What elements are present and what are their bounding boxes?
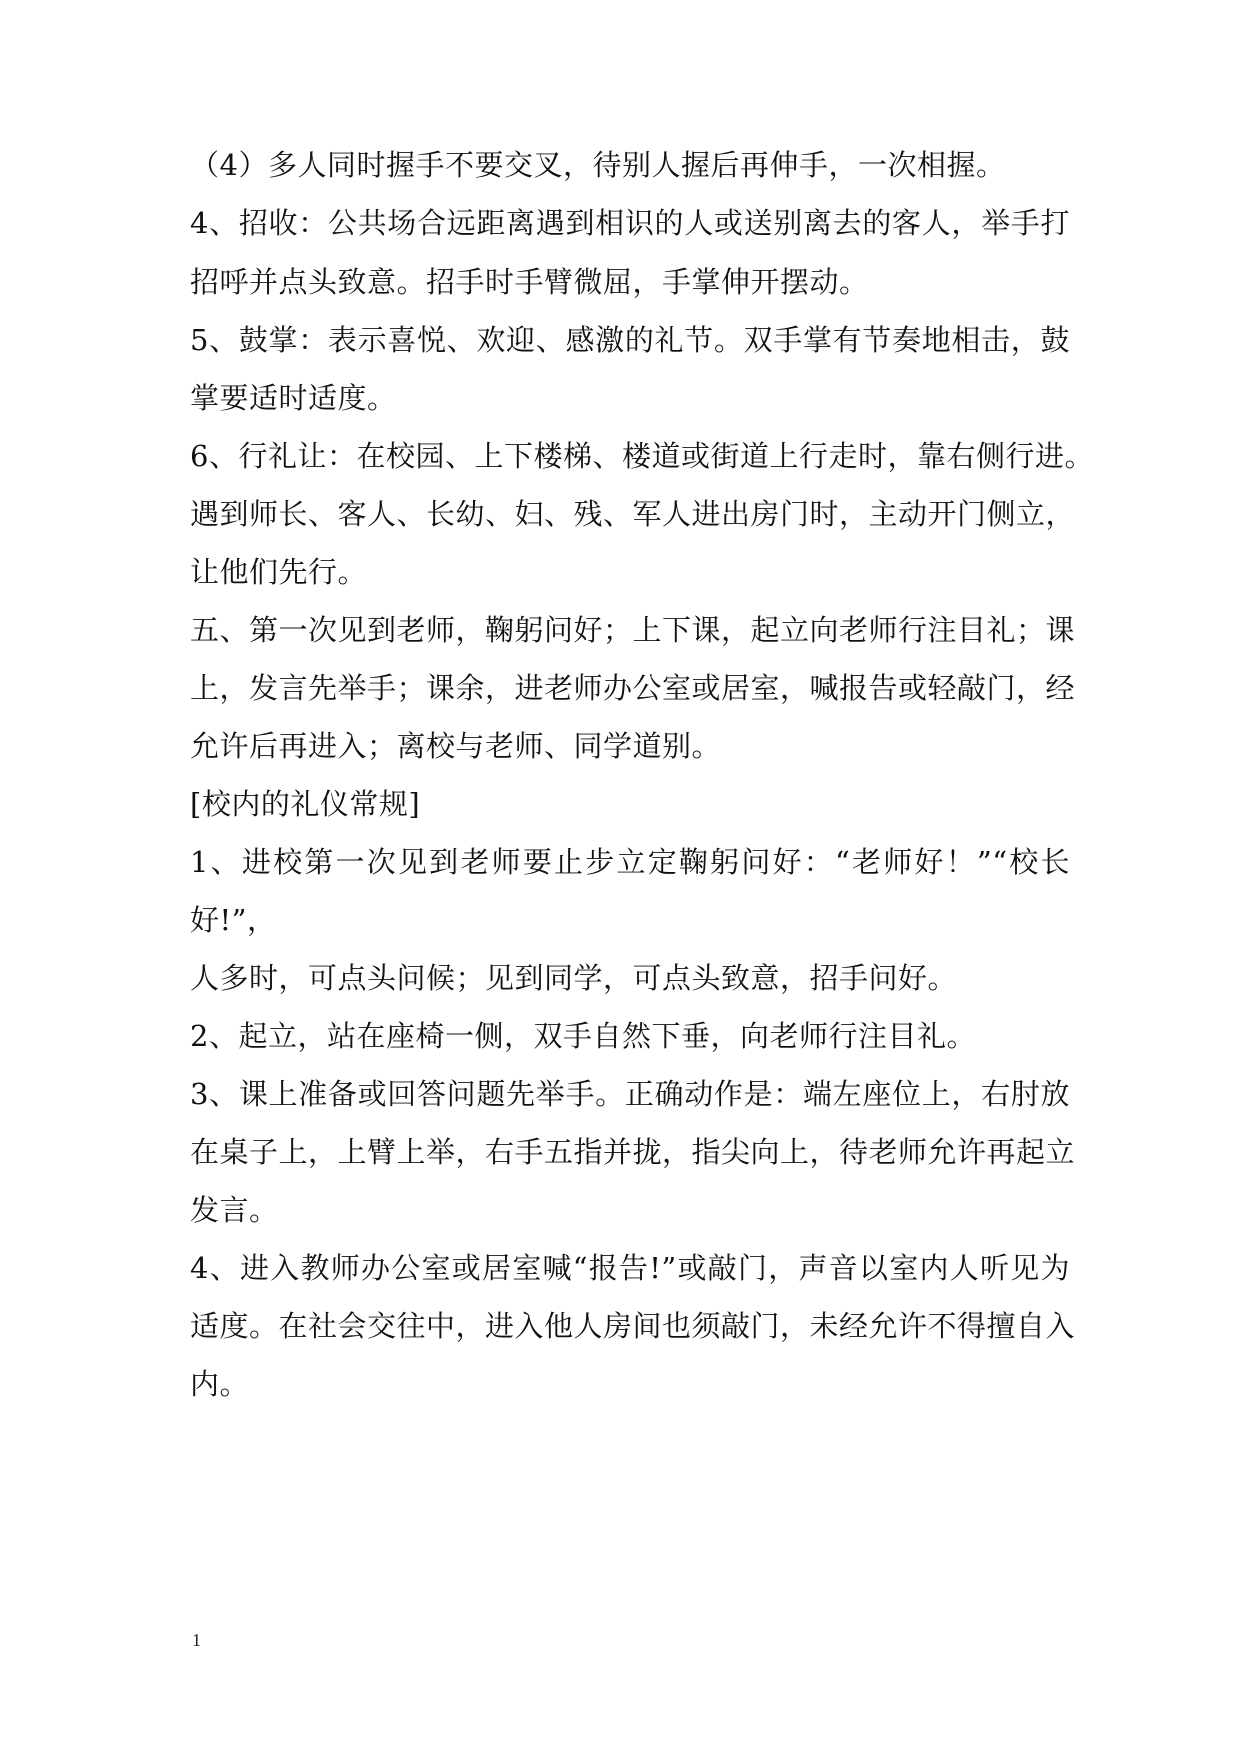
text-line-5: 掌要适时适度。	[190, 381, 397, 415]
text-line-6: 6、行礼让：在校园、上下楼梯、楼道或街道上行走时，靠右侧行进。	[190, 439, 1094, 473]
text-line-7: 遇到师长、客人、长幼、妇、残、军人进出房门时，主动开门侧立，	[190, 497, 1076, 531]
text-line-13: 1、进校第一次见到老师要止步立定鞠躬问好：“老师好！”“校长	[190, 845, 1070, 879]
text-line-20: 4、进入教师办公室或居室喊“报告!”或敲门，声音以室内人听见为	[190, 1251, 1070, 1285]
text-line-4: 5、鼓掌：表示喜悦、欢迎、感激的礼节。双手掌有节奏地相击，鼓	[190, 323, 1070, 357]
text-line-15: 人多时，可点头问候；见到同学，可点头致意，招手问好。	[190, 961, 958, 995]
text-line-14: 好!”，	[190, 903, 277, 937]
text-line-1: （4）多人同时握手不要交叉，待别人握后再伸手，一次相握。	[190, 148, 1006, 182]
text-line-18: 在桌子上，上臂上举，右手五指并拢，指尖向上，待老师允许再起立	[190, 1135, 1076, 1169]
page-number: 1	[192, 1630, 201, 1650]
text-line-21: 适度。在社会交往中，进入他人房间也须敲门，未经允许不得擅自入	[190, 1309, 1076, 1343]
text-line-17: 3、课上准备或回答问题先举手。正确动作是：端左座位上，右肘放	[190, 1077, 1070, 1111]
text-line-9: 五、第一次见到老师，鞠躬问好；上下课，起立向老师行注目礼；课	[190, 613, 1076, 647]
section-heading: [校内的礼仪常规]	[190, 787, 421, 821]
text-line-16: 2、起立，站在座椅一侧，双手自然下垂，向老师行注目礼。	[190, 1019, 976, 1053]
text-line-2: 4、招收：公共场合远距离遇到相识的人或送别离去的客人，举手打	[190, 206, 1070, 240]
text-line-22: 内。	[190, 1367, 250, 1401]
text-line-3: 招呼并点头致意。招手时手臂微屈，手掌伸开摆动。	[190, 265, 869, 299]
text-line-11: 允许后再进入；离校与老师、同学道别。	[190, 729, 722, 763]
text-line-10: 上，发言先举手；课余，进老师办公室或居室，喊报告或轻敲门，经	[190, 671, 1076, 705]
text-line-19: 发言。	[190, 1193, 279, 1227]
text-line-8: 让他们先行。	[190, 555, 368, 589]
